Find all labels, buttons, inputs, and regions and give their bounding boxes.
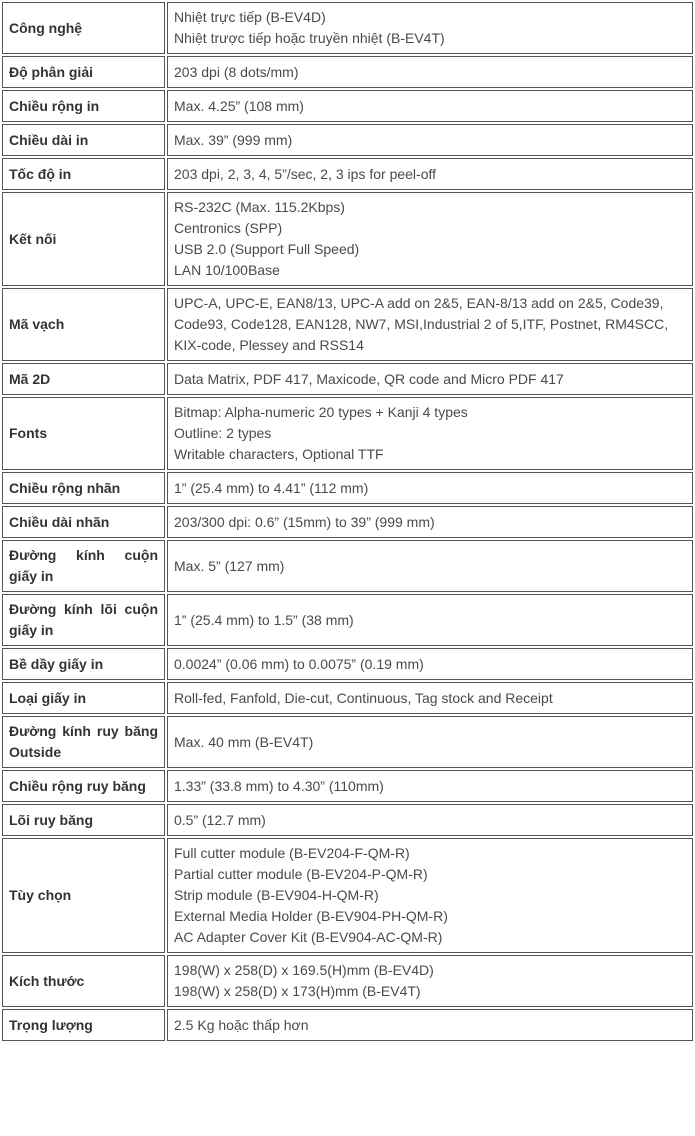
spec-value bbox=[167, 594, 693, 646]
spec-value bbox=[167, 158, 693, 190]
spec-label: Tùy chọn bbox=[2, 838, 165, 953]
spec-label: Trọng lượng bbox=[2, 1009, 165, 1041]
spec-value-line: Outline: 2 types bbox=[174, 425, 272, 441]
spec-value bbox=[167, 716, 693, 768]
spec-label: Mã 2D bbox=[2, 363, 165, 395]
spec-row bbox=[2, 804, 693, 836]
spec-value-line: Full cutter module (B-EV204-F-QM-R) bbox=[174, 845, 410, 861]
spec-value-line: Bitmap: Alpha-numeric 20 types + Kanji 4 types bbox=[174, 404, 468, 420]
spec-row bbox=[2, 682, 693, 714]
spec-label: Loại giấy in bbox=[2, 682, 165, 714]
spec-label: Độ phân giải bbox=[2, 56, 165, 88]
spec-value bbox=[167, 56, 693, 88]
spec-row bbox=[2, 770, 693, 802]
spec-value bbox=[167, 363, 693, 395]
spec-label: Tốc độ in bbox=[2, 158, 165, 190]
spec-value bbox=[167, 288, 693, 361]
spec-label: Lõi ruy băng bbox=[2, 804, 165, 836]
spec-row bbox=[2, 288, 693, 361]
spec-value-line: Data Matrix, PDF 417, Maxicode, QR code and Micro PDF 417 bbox=[174, 370, 564, 387]
spec-value-line: 203/300 dpi: 0.6” (15mm) to 39” (999 mm) bbox=[174, 513, 435, 530]
spec-row bbox=[2, 648, 693, 680]
spec-value bbox=[167, 472, 693, 504]
spec-value bbox=[167, 838, 693, 953]
spec-value-line: 198(W) x 258(D) x 173(H)mm (B-EV4T) bbox=[174, 983, 421, 999]
spec-value-line: Roll-fed, Fanfold, Die-cut, Continuous, Tag stock and Receipt bbox=[174, 689, 553, 706]
spec-label: Kết nối bbox=[2, 192, 165, 286]
spec-row bbox=[2, 716, 693, 768]
spec-value bbox=[167, 506, 693, 538]
spec-value-line: Strip module (B-EV904-H-QM-R) bbox=[174, 887, 379, 903]
spec-value-line: Max. 39” (999 mm) bbox=[174, 131, 293, 148]
spec-row bbox=[2, 838, 693, 953]
spec-row bbox=[2, 540, 693, 592]
spec-value-line: Max. 5” (127 mm) bbox=[174, 557, 285, 574]
spec-value bbox=[167, 124, 693, 156]
spec-value-line: 198(W) x 258(D) x 169.5(H)mm (B-EV4D) bbox=[174, 962, 434, 978]
spec-value-line: USB 2.0 (Support Full Speed) bbox=[174, 241, 360, 257]
spec-label: Bề dầy giấy in bbox=[2, 648, 165, 680]
spec-row bbox=[2, 90, 693, 122]
spec-value bbox=[167, 540, 693, 592]
spec-row bbox=[2, 158, 693, 190]
spec-label: Chiều dài nhãn bbox=[2, 506, 165, 538]
spec-label: Đường kính lõi cuộn giấy in bbox=[2, 594, 165, 646]
spec-value-line: 0.5” (12.7 mm) bbox=[174, 811, 266, 828]
spec-label: Fonts bbox=[2, 397, 165, 470]
spec-row bbox=[2, 124, 693, 156]
spec-value-line: Code93, Code128, EAN128, NW7, MSI,Industrial 2 of 5,ITF, Postnet, RM4SCC, bbox=[174, 316, 669, 332]
spec-value-line: KIX-code, Plessey and RSS14 bbox=[174, 337, 364, 353]
spec-value bbox=[167, 397, 693, 470]
spec-table-body bbox=[2, 2, 693, 1041]
spec-value bbox=[167, 90, 693, 122]
spec-value bbox=[167, 804, 693, 836]
spec-value-line: Max. 40 mm (B-EV4T) bbox=[174, 733, 314, 750]
spec-value-line: 203 dpi, 2, 3, 4, 5”/sec, 2, 3 ips for peel-off bbox=[174, 165, 437, 182]
spec-row bbox=[2, 56, 693, 88]
spec-value-line: 203 dpi (8 dots/mm) bbox=[174, 63, 299, 80]
spec-value bbox=[167, 682, 693, 714]
spec-row bbox=[2, 1009, 693, 1041]
spec-value-line: LAN 10/100Base bbox=[174, 262, 280, 278]
spec-row bbox=[2, 397, 693, 470]
spec-value-line: 1” (25.4 mm) to 4.41” (112 mm) bbox=[174, 479, 369, 496]
spec-label: Chiều rộng in bbox=[2, 90, 165, 122]
spec-row bbox=[2, 2, 693, 54]
spec-value-line: RS-232C (Max. 115.2Kbps) bbox=[174, 199, 345, 215]
spec-row bbox=[2, 955, 693, 1007]
spec-value bbox=[167, 2, 693, 54]
spec-value-line: Nhiệt trược tiếp hoặc truyền nhiệt (B-EV4T) bbox=[174, 30, 445, 46]
spec-value bbox=[167, 1009, 693, 1041]
spec-value-line: 2.5 Kg hoặc thấp hơn bbox=[174, 1016, 309, 1033]
spec-value-line: 1” (25.4 mm) to 1.5” (38 mm) bbox=[174, 611, 354, 628]
spec-label: Chiều dài in bbox=[2, 124, 165, 156]
spec-value-line: 1.33” (33.8 mm) to 4.30” (110mm) bbox=[174, 777, 384, 794]
spec-value-line: Partial cutter module (B-EV204-P-QM-R) bbox=[174, 866, 428, 882]
spec-label: Chiều rộng ruy băng bbox=[2, 770, 165, 802]
spec-value bbox=[167, 648, 693, 680]
spec-label: Chiều rộng nhãn bbox=[2, 472, 165, 504]
spec-value-line: AC Adapter Cover Kit (B-EV904-AC-QM-R) bbox=[174, 929, 443, 945]
spec-label: Mã vạch bbox=[2, 288, 165, 361]
spec-value-line: Max. 4.25” (108 mm) bbox=[174, 97, 304, 114]
spec-value bbox=[167, 770, 693, 802]
spec-label: Kích thước bbox=[2, 955, 165, 1007]
spec-value-line: External Media Holder (B-EV904-PH-QM-R) bbox=[174, 908, 448, 924]
spec-row bbox=[2, 472, 693, 504]
spec-value bbox=[167, 955, 693, 1007]
spec-label: Đường kính cuộn giấy in bbox=[2, 540, 165, 592]
spec-value-line: 0.0024” (0.06 mm) to 0.0075” (0.19 mm) bbox=[174, 655, 424, 672]
spec-label: Công nghệ bbox=[2, 2, 165, 54]
spec-row bbox=[2, 506, 693, 538]
spec-value-line: UPC-A, UPC-E, EAN8/13, UPC-A add on 2&5, EAN-8/13 add on 2&5, Code39, bbox=[174, 295, 664, 311]
spec-value-line: Nhiệt trực tiếp (B-EV4D) bbox=[174, 9, 326, 25]
spec-value bbox=[167, 192, 693, 286]
spec-row bbox=[2, 192, 693, 286]
spec-label: Đường kính ruy băng Outside bbox=[2, 716, 165, 768]
spec-row bbox=[2, 594, 693, 646]
spec-row bbox=[2, 363, 693, 395]
spec-value-line: Writable characters, Optional TTF bbox=[174, 446, 384, 462]
spec-value-line: Centronics (SPP) bbox=[174, 220, 283, 236]
